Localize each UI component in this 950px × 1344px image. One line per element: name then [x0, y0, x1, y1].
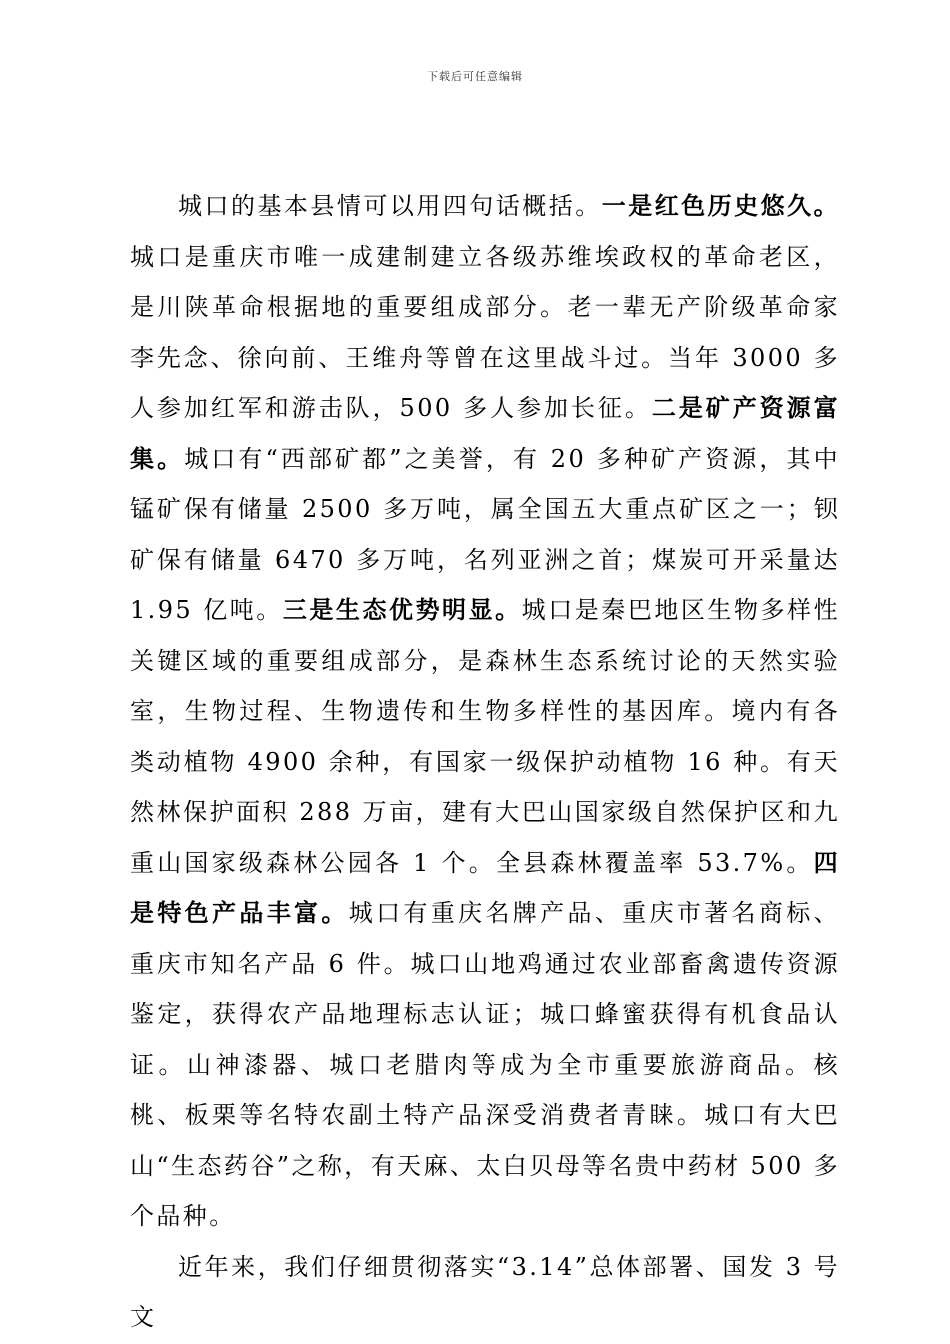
keyword-red-history: 一是红色历史悠久。	[601, 191, 840, 220]
paragraph-text: 近年来，我们仔细贯彻落实“3.14”总体部署、国发 3 号文	[130, 1252, 840, 1331]
paragraph-county-overview	[130, 181, 840, 1242]
page-header: 下载后可任意编辑	[427, 70, 523, 83]
keyword-ecological-advantage: 三是生态优势明显。	[282, 595, 522, 624]
paragraph-text: 城口有重庆名牌产品、重庆市著名商标、重庆市知名产品 6 件。城口山地鸡通过农业部畜禽遗传资源鉴定，获得农产品地理标志认证；城口蜂蜜获得有机食品认证。山神漆器、城口老腊肉等成为全市重要旅游商品。核桃、板栗等名特农副土特产品深受消费者青睐。城口有大巴山“生态药谷”之称，有天麻、太白贝母等名贵中药材 500 多个品种。	[130, 899, 840, 1230]
paragraph-recent-years	[130, 1242, 840, 1343]
document-body	[130, 181, 840, 1343]
paragraph-text: 城口有“西部矿都”之美誉，有 20 多种矿产资源，其中锰矿保有储量 2500 多万吨，属全国五大重点矿区之一；钡矿保有储量 6470 多万吨，名列亚洲之首；煤炭可开采量达 1.95 亿吨。	[130, 444, 840, 624]
keyword-mineral-resources: 二是矿产资源富集。	[130, 393, 840, 473]
keyword-featured-products: 四是特色产品丰富。	[130, 847, 840, 927]
paragraph-text: 城口的基本县情可以用四句话概括。	[178, 192, 602, 220]
paragraph-text: 城口是秦巴地区生物多样性关键区域的重要组成部分，是森林生态系统讨论的天然实验室，生物过程、生物遗传和生物多样性的基因库。境内有各类动植物 4900 余种，有国家一级保护动植物 16 种。有天然林保护面积 288 万亩，建有大巴山国家级自然保护区和九重山国家级森林公园各 1 个。全县森林覆盖率 53.7%。	[130, 596, 840, 877]
paragraph-text: 城口是重庆市唯一成建制建立各级苏维埃政权的革命老区，是川陕革命根据地的重要组成部分。老一辈无产阶级革命家李先念、徐向前、王维舟等曾在这里战斗过。当年 3000 多人参加红军和游击队，500 多人参加长征。	[130, 242, 840, 422]
